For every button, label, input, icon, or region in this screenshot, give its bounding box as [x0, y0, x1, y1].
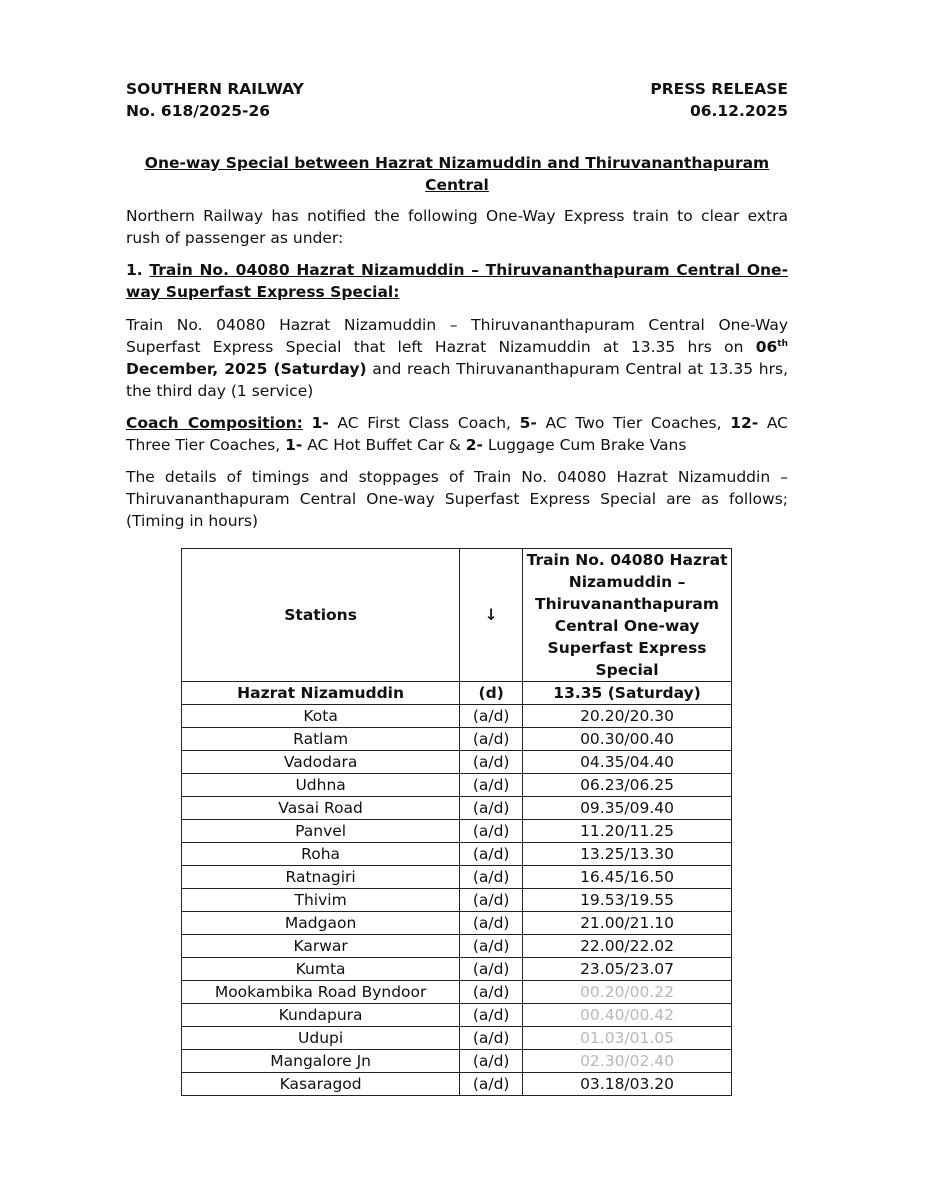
coach-type-2: AC Two Tier Coaches,	[536, 414, 731, 432]
timetable	[181, 548, 732, 1096]
station-cell: Madgaon	[182, 912, 460, 935]
section-heading	[126, 259, 788, 303]
coach-type-4: AC Hot Buffet Car &	[302, 436, 466, 454]
timetable-header-row	[182, 549, 732, 682]
table-row	[182, 728, 732, 751]
coach-type-5: Luggage Cum Brake Vans	[482, 436, 687, 454]
station-cell: Karwar	[182, 935, 460, 958]
day-suffix: th	[777, 339, 788, 349]
section-number: 1.	[126, 261, 150, 279]
station-cell: Panvel	[182, 820, 460, 843]
para-text-start: Train No. 04080 Hazrat Nizamuddin – Thiruvananthapuram Central One-Way Superfast Express Special that left Hazrat Nizamuddin at 13.35 hrs on	[126, 316, 788, 356]
stop-type-cell: (a/d)	[460, 981, 523, 1004]
table-row	[182, 820, 732, 843]
station-cell: Mookambika Road Byndoor	[182, 981, 460, 1004]
stop-type-cell: (a/d)	[460, 751, 523, 774]
time-cell: 09.35/09.40	[523, 797, 732, 820]
station-cell: Kumta	[182, 958, 460, 981]
coach-count-3: 12-	[730, 414, 759, 432]
direction-arrow-header: ↓	[460, 549, 523, 682]
table-row	[182, 682, 732, 705]
time-cell: 00.30/00.40	[523, 728, 732, 751]
stop-type-cell: (a/d)	[460, 866, 523, 889]
table-row	[182, 889, 732, 912]
intro-paragraph: Northern Railway has notified the following One-Way Express train to clear extra rush of passenger as under:	[126, 207, 788, 247]
press-release-page	[126, 78, 789, 1093]
station-cell: Hazrat Nizamuddin	[182, 682, 460, 705]
section-title: Train No. 04080 Hazrat Nizamuddin – Thiruvananthapuram Central One-way Superfast Express Special:	[126, 261, 789, 301]
table-row	[182, 912, 732, 935]
train-header: Train No. 04080 Hazrat Nizamuddin – Thiruvananthapuram Central One-way Superfast Express Special	[523, 549, 732, 682]
time-cell: 00.20/00.22	[523, 981, 732, 1004]
table-row	[182, 1004, 732, 1027]
time-cell: 19.53/19.55	[523, 889, 732, 912]
time-cell: 16.45/16.50	[523, 866, 732, 889]
table-row	[182, 843, 732, 866]
table-row	[182, 751, 732, 774]
coach-count-1: 1-	[311, 414, 329, 432]
time-cell: 06.23/06.25	[523, 774, 732, 797]
letterhead-right	[650, 78, 788, 122]
departure-day: 06	[755, 338, 778, 356]
station-cell: Roha	[182, 843, 460, 866]
stop-type-cell: (a/d)	[460, 1073, 523, 1096]
departure-date-rest: December, 2025 (Saturday)	[126, 360, 367, 378]
timetable-body	[182, 682, 732, 1096]
document-title: One-way Special between Hazrat Nizamuddin and Thiruvananthapuram Central	[144, 154, 770, 194]
time-cell: 13.25/13.30	[523, 843, 732, 866]
coach-composition-paragraph	[126, 412, 788, 456]
details-paragraph: The details of timings and stoppages of Train No. 04080 Hazrat Nizamuddin – Thiruvananthapuram Central One-way Superfast Express Special are as follows; (Timing in hours)	[126, 468, 788, 530]
stop-type-cell: (a/d)	[460, 728, 523, 751]
coach-count-4: 1-	[285, 436, 303, 454]
time-cell: 22.00/22.02	[523, 935, 732, 958]
release-number: No. 618/2025-26	[126, 102, 271, 120]
stop-type-cell: (a/d)	[460, 1050, 523, 1073]
stop-type-cell: (a/d)	[460, 843, 523, 866]
table-row	[182, 1027, 732, 1050]
letterhead	[126, 78, 788, 122]
time-cell: 00.40/00.42	[523, 1004, 732, 1027]
stop-type-cell: (d)	[460, 682, 523, 705]
coach-composition-label: Coach Composition:	[126, 414, 303, 432]
table-row	[182, 935, 732, 958]
para-text-end: and reach Thiruvananthapuram Central at 13.35 hrs, the third day (1 service)	[126, 360, 788, 400]
stop-type-cell: (a/d)	[460, 912, 523, 935]
table-row	[182, 1050, 732, 1073]
time-cell: 01.03/01.05	[523, 1027, 732, 1050]
time-cell: 04.35/04.40	[523, 751, 732, 774]
time-cell: 13.35 (Saturday)	[523, 682, 732, 705]
coach-count-2: 5-	[519, 414, 537, 432]
station-cell: Kundapura	[182, 1004, 460, 1027]
table-row	[182, 797, 732, 820]
release-type: PRESS RELEASE	[650, 80, 788, 98]
stop-type-cell: (a/d)	[460, 820, 523, 843]
table-row	[182, 774, 732, 797]
station-cell: Kota	[182, 705, 460, 728]
stop-type-cell: (a/d)	[460, 958, 523, 981]
table-row	[182, 981, 732, 1004]
stop-type-cell: (a/d)	[460, 935, 523, 958]
station-cell: Udhna	[182, 774, 460, 797]
coach-type-3: AC Three Tier Coaches,	[126, 414, 789, 454]
station-cell: Ratnagiri	[182, 866, 460, 889]
stop-type-cell: (a/d)	[460, 889, 523, 912]
stations-header: Stations	[182, 549, 460, 682]
time-cell: 03.18/03.20	[523, 1073, 732, 1096]
station-cell: Vasai Road	[182, 797, 460, 820]
table-row	[182, 1073, 732, 1096]
station-cell: Ratlam	[182, 728, 460, 751]
coach-type-1: AC First Class Coach,	[328, 414, 520, 432]
station-cell: Thivim	[182, 889, 460, 912]
table-row	[182, 866, 732, 889]
station-cell: Vadodara	[182, 751, 460, 774]
time-cell: 20.20/20.30	[523, 705, 732, 728]
stop-type-cell: (a/d)	[460, 1004, 523, 1027]
table-row	[182, 958, 732, 981]
stop-type-cell: (a/d)	[460, 774, 523, 797]
letterhead-left	[126, 78, 304, 122]
time-cell: 21.00/21.10	[523, 912, 732, 935]
org-name: SOUTHERN RAILWAY	[126, 80, 304, 98]
release-date: 06.12.2025	[689, 102, 788, 120]
train-description-paragraph	[126, 314, 788, 402]
stop-type-cell: (a/d)	[460, 1027, 523, 1050]
table-row	[182, 705, 732, 728]
coach-count-5: 2-	[465, 436, 483, 454]
station-cell: Mangalore Jn	[182, 1050, 460, 1073]
stop-type-cell: (a/d)	[460, 705, 523, 728]
time-cell: 02.30/02.40	[523, 1050, 732, 1073]
stop-type-cell: (a/d)	[460, 797, 523, 820]
station-cell: Udupi	[182, 1027, 460, 1050]
time-cell: 23.05/23.07	[523, 958, 732, 981]
station-cell: Kasaragod	[182, 1073, 460, 1096]
time-cell: 11.20/11.25	[523, 820, 732, 843]
